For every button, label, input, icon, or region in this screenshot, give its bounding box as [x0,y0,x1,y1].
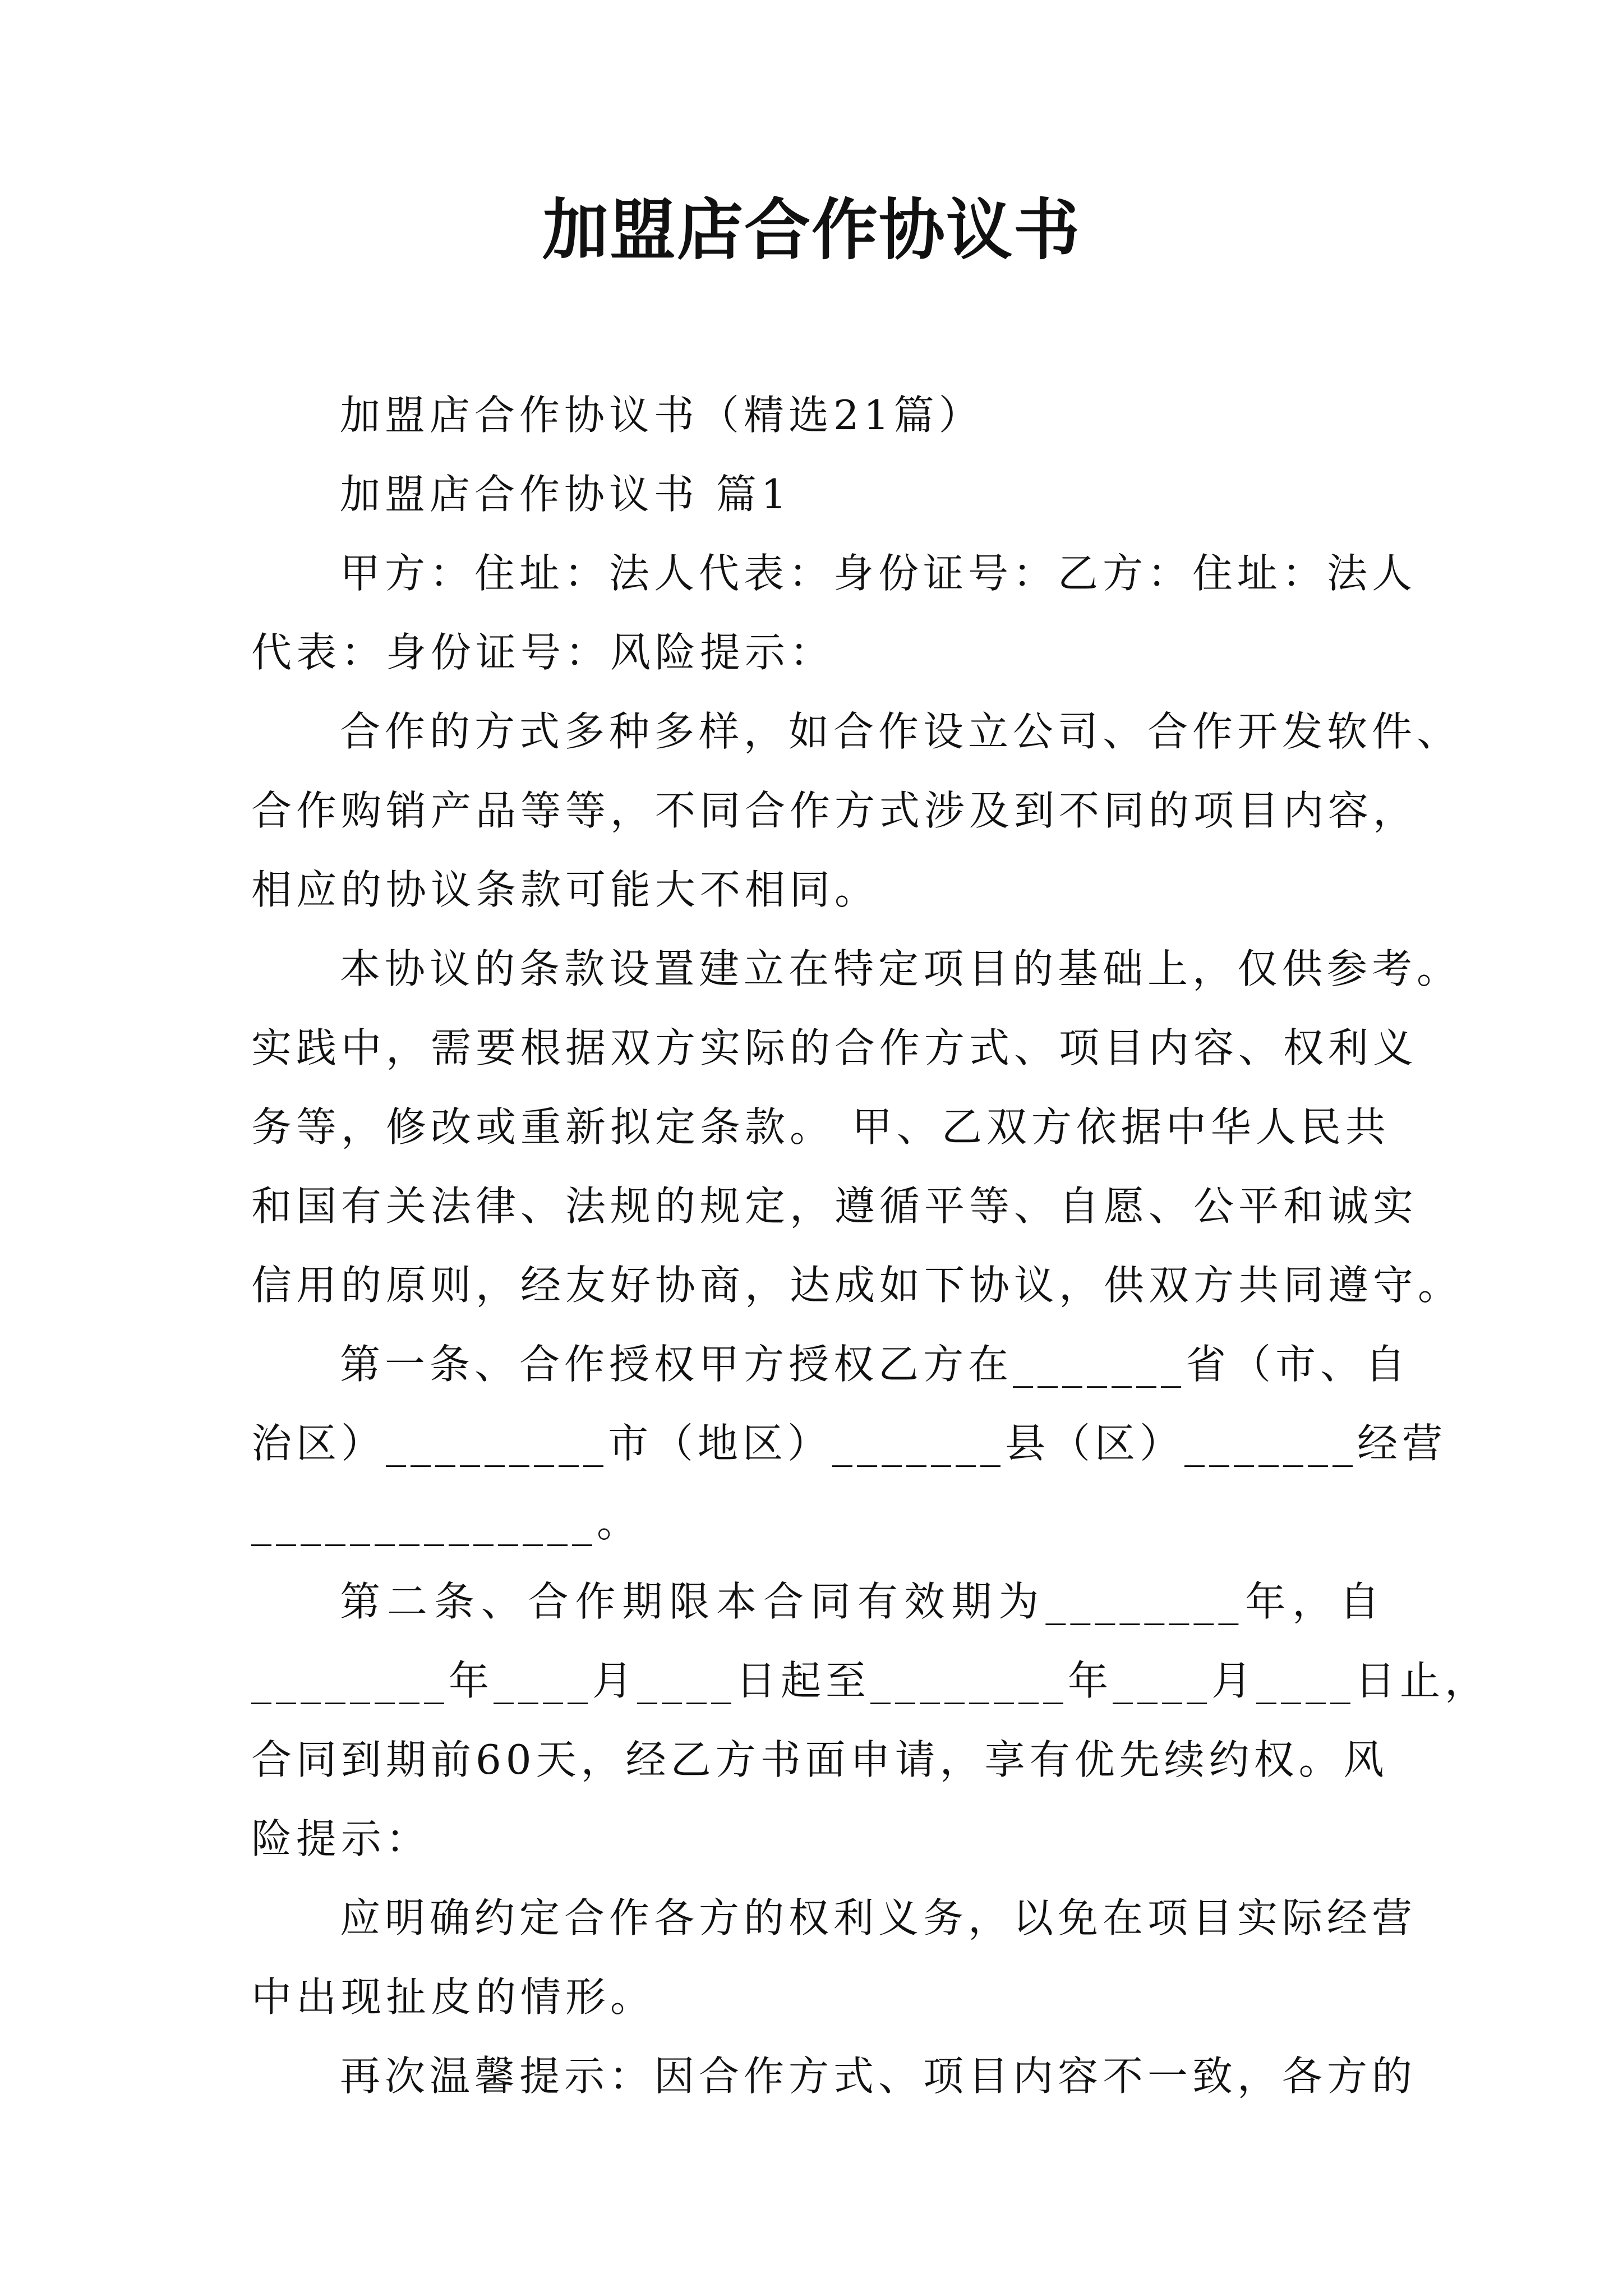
body-line: 甲方：住址：法人代表：身份证号：乙方：住址：法人 [340,550,1417,597]
section-heading: 加盟店合作协议书 篇1 [340,471,791,518]
body-line: 险提示： [251,1815,431,1862]
body-line: 合作的方式多种多样，如合作设立公司、合作开发软件、 [340,708,1462,755]
body-line: 第二条、合作期限本合同有效期为________年，自 [340,1578,1384,1625]
body-line: 务等，修改或重新拟定条款。 甲、乙双方依据中华人民共 [251,1103,1390,1151]
body-line: 相应的协议条款可能大不相同。 [251,866,880,913]
document-title: 加盟店合作协议书 [542,191,1081,269]
body-line: 第一条、合作授权甲方授权乙方在_______省（市、自 [340,1341,1410,1388]
body-line: 本协议的条款设置建立在特定项目的基础上，仅供参考。 [340,945,1462,992]
body-line: ________年____月____日起至________年____月____日止， [251,1657,1490,1704]
body-line: ______________。 [251,1499,642,1546]
body-line: 和国有关法律、法规的规定，遵循平等、自愿、公平和诚实 [251,1182,1418,1230]
body-line: 治区）_________市（地区）_______县（区）_______经营 [251,1420,1447,1467]
body-line: 中出现扯皮的情形。 [251,1973,656,2021]
body-line: 合同到期前60天，经乙方书面申请，享有优先续约权。风 [251,1736,1389,1783]
subtitle-line: 加盟店合作协议书（精选21篇） [340,392,984,439]
body-line: 合作购销产品等等，不同合作方式涉及到不同的项目内容， [251,787,1418,834]
document-body [251,376,1490,2116]
body-line: 实践中，需要根据双方实际的合作方式、项目内容、权利义 [251,1024,1418,1071]
body-line: 代表：身份证号：风险提示： [251,629,835,676]
body-line: 再次温馨提示：因合作方式、项目内容不一致，各方的 [340,2053,1417,2100]
body-line: 应明确约定合作各方的权利义务，以免在项目实际经营 [340,1894,1417,1941]
body-line: 信用的原则，经友好协商，达成如下协议，供双方共同遵守。 [251,1262,1463,1309]
